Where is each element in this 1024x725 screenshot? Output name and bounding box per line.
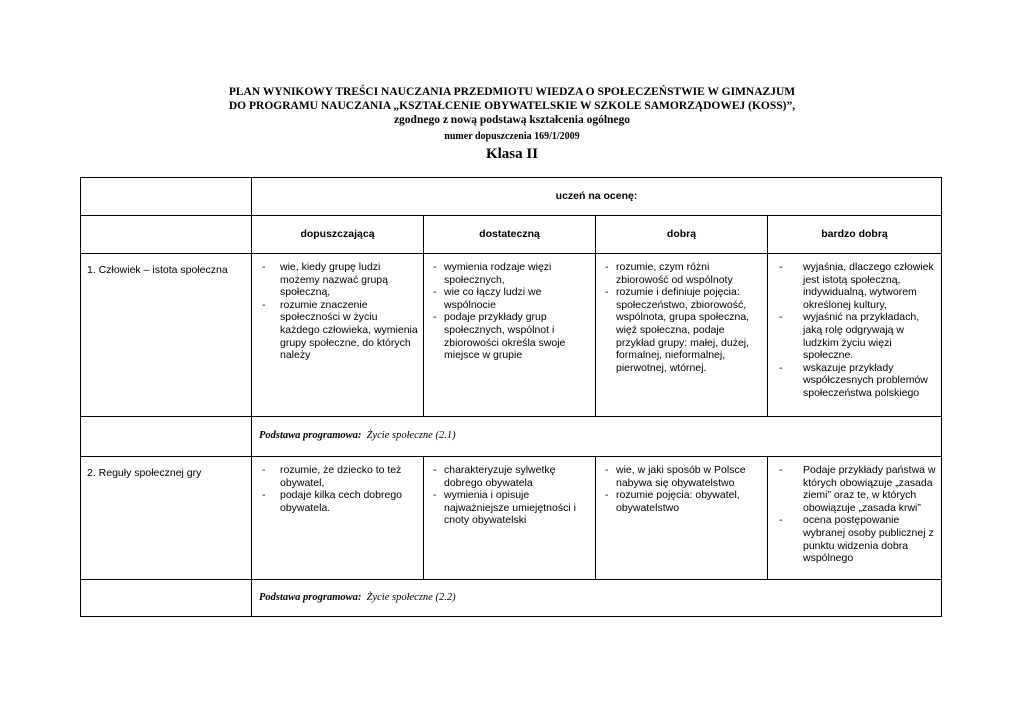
- list-item: - wymienia rodzaje więzi społecznych,: [432, 261, 591, 286]
- grading-plan-table: [80, 177, 942, 617]
- table-row: [81, 254, 942, 417]
- topic-cell: 2. Reguły społecznej gry: [81, 457, 252, 580]
- podstawa-label: Podstawa programowa:: [259, 430, 362, 442]
- class-label: Klasa II: [485, 146, 539, 162]
- grade-header-dopuszczajaca: dopuszczającą: [252, 216, 424, 254]
- empty-corner-cell: [81, 178, 252, 216]
- requirements-cell: [768, 457, 942, 580]
- podstawa-programowa-cell: [252, 417, 942, 457]
- podstawa-label: Podstawa programowa:: [259, 591, 362, 603]
- list-item: - wyjaśnić na przykładach, jaką rolę odgrywają w ludzkim życiu więzi społeczne.: [776, 311, 937, 361]
- grade-header-row: [81, 216, 942, 254]
- table-row: [81, 457, 942, 580]
- doc-title-line-2: DO PROGRAMU NAUCZANIA „KSZTAŁCENIE OBYWATELSKIE W SZKOLE SAMORZĄDOWEJ (KOSS)”,: [228, 100, 796, 112]
- list-item: - wie co łączy ludzi we wspólnocie: [432, 286, 591, 311]
- doc-title-line-1: PLAN WYNIKOWY TREŚCI NAUCZANIA PRZEDMIOTU WIEDZA O SPOŁECZEŃSTWIE W GIMNAZJUM: [228, 86, 796, 98]
- grade-group-header: uczeń na ocenę:: [252, 178, 942, 216]
- list-item: - rozumie znaczenie społeczności w życiu każdego człowieka, wymienia grupy społeczne, do których należy: [260, 299, 419, 362]
- list-item: - rozumie pojęcia: obywatel, obywatelstwo: [604, 489, 763, 514]
- list-item: - rozumie, że dziecko to też obywatel,: [260, 464, 419, 489]
- requirements-cell: [424, 254, 596, 417]
- topic-cell: 1. Człowiek – istota społeczna: [81, 254, 252, 417]
- podstawa-reference: Życie społeczne (2.1): [366, 430, 456, 442]
- requirements-cell: [252, 457, 424, 580]
- empty-cell: [81, 417, 252, 457]
- list-item: - wymienia i opisuje najważniejsze umiejętności i cnoty obywatelski: [432, 489, 591, 527]
- grade-header-dostateczna: dostateczną: [424, 216, 596, 254]
- podstawa-row: [81, 417, 942, 457]
- list-item: - charakteryzuje sylwetkę dobrego obywatela: [432, 464, 591, 489]
- list-item: - podaje przykłady grup społecznych, wspólnot i zbiorowości określa swoje miejsce w grupie: [432, 311, 591, 361]
- grade-header-dobra: dobrą: [596, 216, 768, 254]
- list-item: - wskazuje przykłady współczesnych problemów społeczeństwa polskiego: [776, 362, 937, 400]
- list-item: - podaje kilka cech dobrego obywatela.: [260, 489, 419, 514]
- grade-header-bardzo-dobra: bardzo dobrą: [768, 216, 942, 254]
- requirements-cell: [596, 457, 768, 580]
- empty-cell: [81, 580, 252, 617]
- table-header-row: [81, 178, 942, 216]
- list-item: - rozumie i definiuje pojęcia: społeczeństwo, zbiorowość, wspólnota, grupa społeczna, więź społeczna, podaje przykład grupy: małej, dużej, formalnej, nieformalnej, pierwotnej, wtórnej.: [604, 286, 763, 374]
- requirements-cell: [768, 254, 942, 417]
- list-item: - wie, kiedy grupę ludzi możemy nazwać grupą społeczną,: [260, 261, 419, 299]
- list-item: - wie, w jaki sposób w Polsce nabywa się obywatelstwo: [604, 464, 763, 489]
- list-item: - Podaje przykłady państwa w których obowiązuje „zasada ziemi” oraz te, w których obowiązuje „zasada krwi”: [776, 464, 937, 514]
- empty-corner-cell: [81, 216, 252, 254]
- podstawa-programowa-cell: [252, 580, 942, 617]
- list-item: - rozumie, czym różni zbiorowość od wspólnoty: [604, 261, 763, 286]
- requirements-cell: [424, 457, 596, 580]
- podstawa-reference: Życie społeczne (2.2): [366, 591, 456, 603]
- list-item: - ocena postępowanie wybranej osoby publicznej z punktu widzenia dobra wspólnego: [776, 514, 937, 564]
- requirements-cell: [252, 254, 424, 417]
- list-item: - wyjaśnia, dlaczego człowiek jest istotą społeczną, indywidualną, wytworem określonej kultury,: [776, 261, 937, 311]
- doc-title-line-3: zgodnego z nową podstawą kształcenia ogólnego: [393, 114, 631, 126]
- approval-number: numer dopuszczenia 169/1/2009: [444, 131, 580, 142]
- podstawa-row: [81, 580, 942, 617]
- requirements-cell: [596, 254, 768, 417]
